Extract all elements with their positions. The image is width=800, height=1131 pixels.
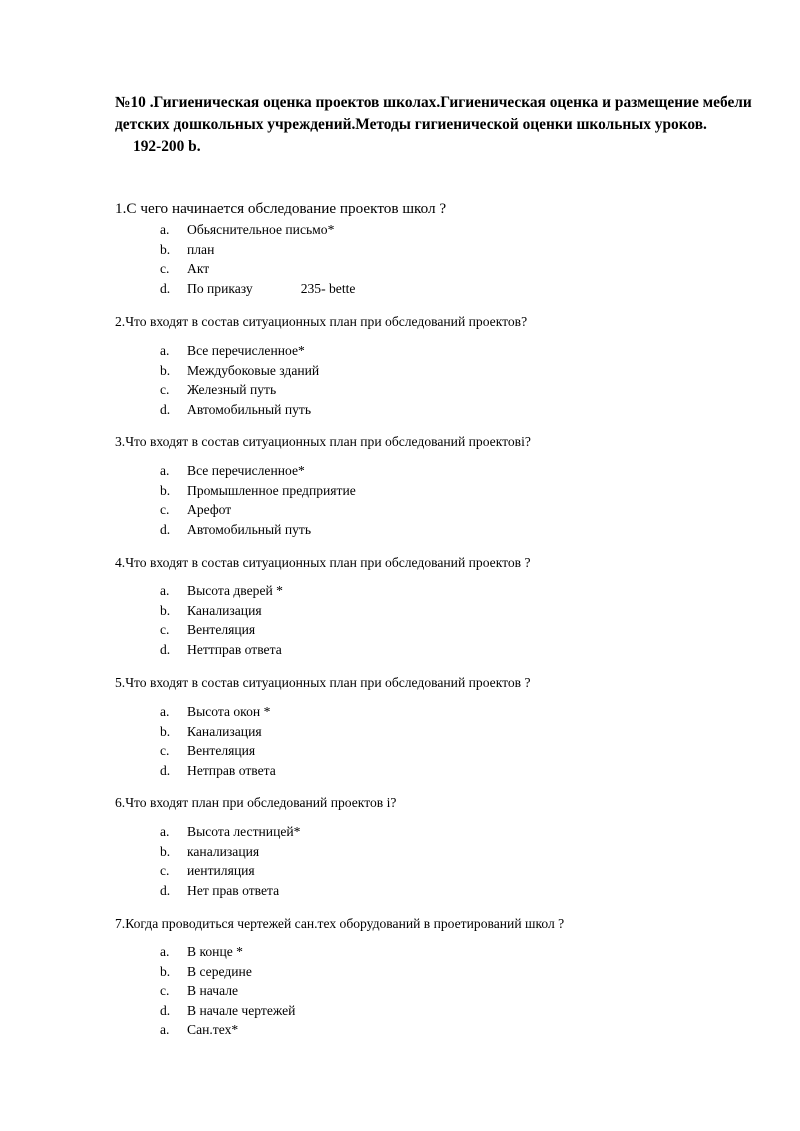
option-text: иентиляция: [187, 863, 255, 879]
option-text: Все перечисленное*: [187, 343, 305, 358]
option-letter: b.: [160, 602, 171, 618]
question-5-options: [160, 702, 276, 780]
option-text: Вентеляция: [187, 743, 256, 759]
option-item: [160, 341, 319, 361]
question-2: 2.Что входят в состав ситуационных план при обследований проектов?: [115, 314, 528, 329]
option-item: [160, 1020, 295, 1040]
option-text: Высота окон *: [187, 704, 271, 719]
option-text: Вентеляция: [187, 622, 256, 638]
option-letter: a.: [160, 222, 170, 237]
option-letter: c.: [160, 983, 170, 999]
question-7: 7.Когда проводиться чертежей сан.тех оборудований в проетирований школ ?: [115, 916, 565, 931]
option-letter: a.: [160, 463, 170, 478]
option-letter: b.: [160, 843, 171, 859]
option-item: [160, 861, 300, 881]
option-item: [160, 842, 300, 862]
option-letter: a.: [160, 944, 170, 959]
option-item: [160, 620, 283, 640]
option-letter: d.: [160, 401, 171, 417]
option-letter: b.: [160, 241, 171, 257]
option-text: Акт: [187, 261, 210, 277]
option-item: [160, 942, 295, 962]
question-6-options: [160, 822, 300, 900]
question-5: 5.Что входят в состав ситуационных план при обследований проектов ?: [115, 675, 531, 690]
option-letter: b.: [160, 963, 171, 979]
option-letter: a.: [160, 583, 170, 598]
question-4-options: [160, 581, 283, 659]
option-item: [160, 380, 319, 400]
option-text: Сан.тех*: [187, 1022, 239, 1038]
option-text: план: [187, 241, 215, 257]
option-item: [160, 881, 300, 901]
option-text: канализация: [187, 843, 260, 859]
option-letter: d.: [160, 1002, 171, 1018]
option-letter: a.: [160, 704, 170, 719]
option-item: [160, 581, 283, 601]
option-item: [160, 259, 355, 279]
option-letter: c.: [160, 261, 170, 277]
option-letter: d.: [160, 762, 171, 778]
option-letter: a.: [160, 1022, 170, 1038]
option-item: [160, 1001, 295, 1021]
option-text: Арефот: [187, 502, 232, 518]
option-text: В конце *: [187, 944, 243, 959]
option-text: Автомобильный путь: [187, 401, 312, 417]
option-text: Междубоковые зданий: [187, 362, 320, 378]
question-7-options: [160, 942, 295, 1040]
option-text: Высота лестницей*: [187, 824, 301, 839]
option-letter: b.: [160, 482, 171, 498]
option-text: Промышленное предприятие: [187, 482, 356, 498]
option-item: [160, 962, 295, 982]
option-item: [160, 500, 356, 520]
option-item: [160, 481, 356, 501]
option-text: Неттправ ответа: [187, 641, 282, 657]
option-text: Канализация: [187, 602, 262, 618]
question-1: 1.С чего начинается обследование проектов школ ?: [115, 200, 447, 217]
question-6: 6.Что входят план при обследований проектов i?: [115, 795, 397, 810]
option-letter: d.: [160, 641, 171, 657]
option-item: [160, 601, 283, 621]
option-letter: d.: [160, 521, 171, 537]
question-3-options: [160, 461, 356, 539]
option-page-note: 235- bette: [300, 280, 356, 296]
option-letter: b.: [160, 362, 171, 378]
question-4: 4.Что входят в состав ситуационных план при обследований проектов ?: [115, 555, 531, 570]
option-item: [160, 741, 276, 761]
question-2-options: [160, 341, 319, 419]
option-letter: c.: [160, 622, 170, 638]
option-text: В середине: [187, 963, 252, 979]
option-letter: c.: [160, 743, 170, 759]
option-letter: a.: [160, 824, 170, 839]
option-letter: c.: [160, 382, 170, 398]
option-text: Нет прав ответа: [187, 882, 280, 898]
option-text: Нетправ ответа: [187, 762, 276, 778]
option-letter: a.: [160, 343, 170, 358]
option-text: Все перечисленное*: [187, 463, 305, 478]
option-letter: c.: [160, 863, 170, 879]
option-item: [160, 520, 356, 540]
option-letter: d.: [160, 280, 171, 296]
option-item: [160, 822, 300, 842]
page-title: [115, 92, 755, 158]
option-letter: c.: [160, 502, 170, 518]
option-text: Канализация: [187, 723, 262, 739]
title-text: №10 .Гигиеническая оценка проектов школах.Гигиеническая оценка и размещение мебели детских дошкольных учреждений.Методы гигиенической оценки школьных уроков.: [115, 94, 752, 133]
option-text: Автомобильный путь: [187, 521, 312, 537]
option-item: [160, 220, 355, 240]
option-text: Железный путь: [187, 382, 277, 398]
option-item: [160, 461, 356, 481]
option-item: [160, 361, 319, 381]
option-item: [160, 761, 276, 781]
option-item: [160, 240, 355, 260]
title-page-reference: 192-200 b.: [133, 138, 201, 155]
option-item: [160, 722, 276, 742]
option-text: Высота дверей *: [187, 583, 283, 598]
option-item: [160, 640, 283, 660]
option-letter: d.: [160, 882, 171, 898]
question-3: 3.Что входят в состав ситуационных план при обследований проектовi?: [115, 434, 531, 449]
option-item: [160, 702, 276, 722]
option-item: [160, 279, 355, 299]
option-text: В начале: [187, 983, 239, 999]
option-text: Обьяснительное письмо*: [187, 222, 335, 237]
question-1-options: [160, 220, 355, 298]
option-item: [160, 981, 295, 1001]
option-text: По приказу: [187, 280, 253, 296]
option-text: В начале чертежей: [187, 1002, 296, 1018]
option-letter: b.: [160, 723, 171, 739]
option-item: [160, 400, 319, 420]
